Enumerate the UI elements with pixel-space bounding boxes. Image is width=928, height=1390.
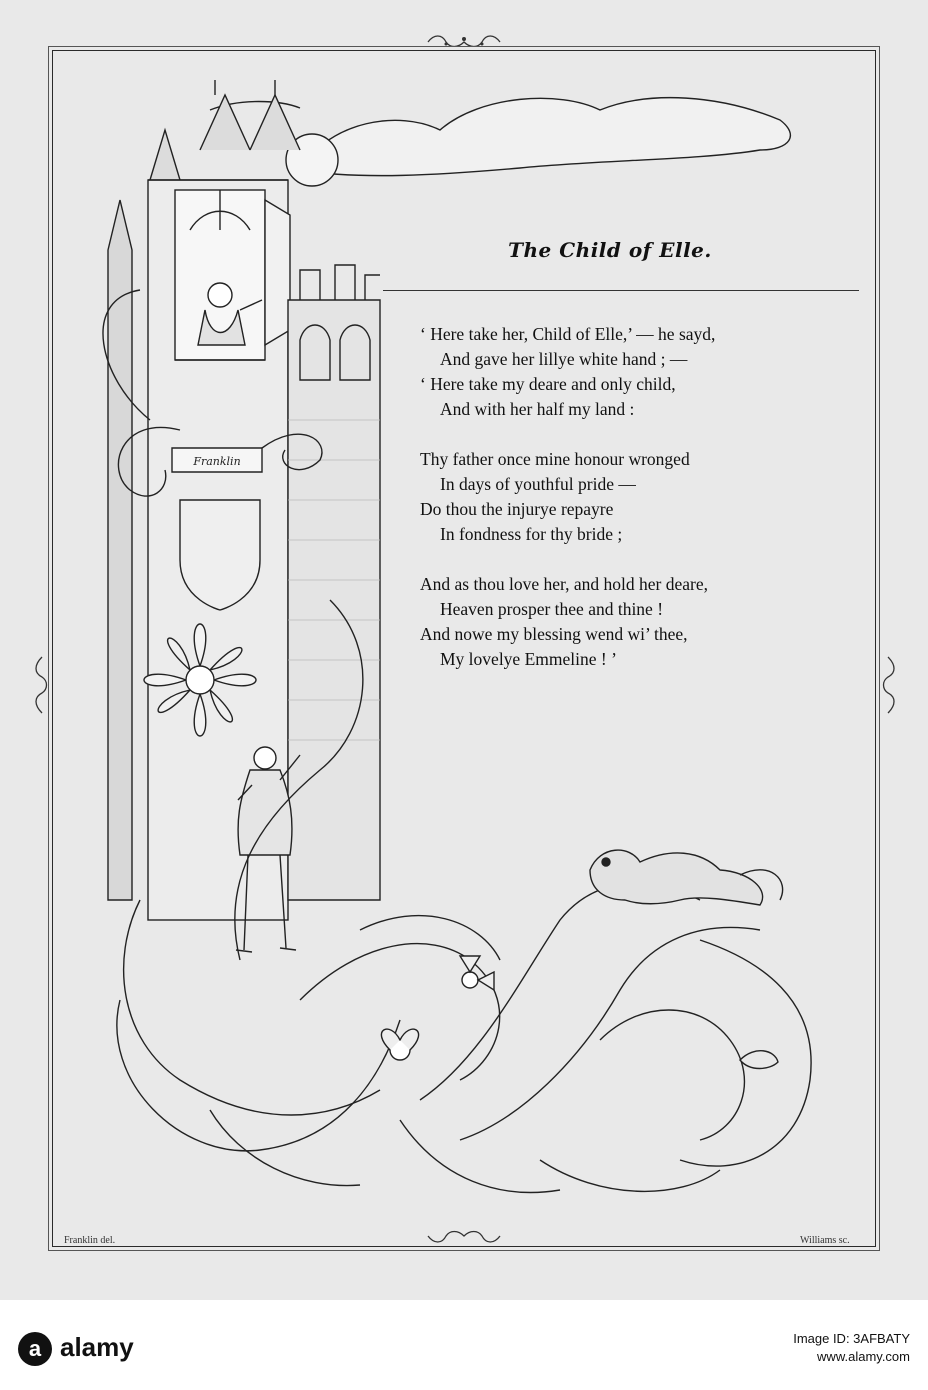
poem-stanza <box>420 572 860 672</box>
image-id-text: Image ID: 3AFBATY <box>793 1331 910 1346</box>
poem-line: Heaven prosper thee and thine ! <box>440 599 664 619</box>
poem-line: And with her half my land : <box>440 399 635 419</box>
poem-line: And as thou love her, and hold her deare, <box>420 574 708 594</box>
stock-logo <box>18 1332 134 1366</box>
poem-body <box>420 322 860 697</box>
poem-line: And gave her lillye white hand ; — <box>440 349 688 369</box>
poem-title: The Child of Elle. <box>508 238 712 262</box>
poem-line: ‘ Here take my deare and only child, <box>420 374 676 394</box>
credit-engraver: Williams sc. <box>800 1235 850 1246</box>
poem-line: ‘ Here take her, Child of Elle,’ — he sayd, <box>420 324 716 344</box>
poem-stanza <box>420 447 860 547</box>
stock-brand: alamy <box>60 1332 134 1362</box>
poem-line: Thy father once mine honour wronged <box>420 449 690 469</box>
poem-stanza <box>420 322 860 422</box>
stock-footer <box>0 1300 928 1390</box>
banner-text: Franklin <box>193 455 241 468</box>
poem-line: In days of youthful pride — <box>440 474 636 494</box>
poem-line: My lovelye Emmeline ! ’ <box>440 649 617 669</box>
stock-site: www.alamy.com <box>817 1349 910 1364</box>
poem-line: Do thou the injurye repayre <box>420 499 614 519</box>
credit-artist: Franklin del. <box>64 1235 116 1246</box>
poem-line: And nowe my blessing wend wi’ thee, <box>420 624 688 644</box>
title-rule <box>383 290 859 291</box>
stock-logo-mark: a <box>18 1332 52 1366</box>
stock-image-id <box>793 1330 910 1366</box>
poem-line: In fondness for thy bride ; <box>440 524 623 544</box>
